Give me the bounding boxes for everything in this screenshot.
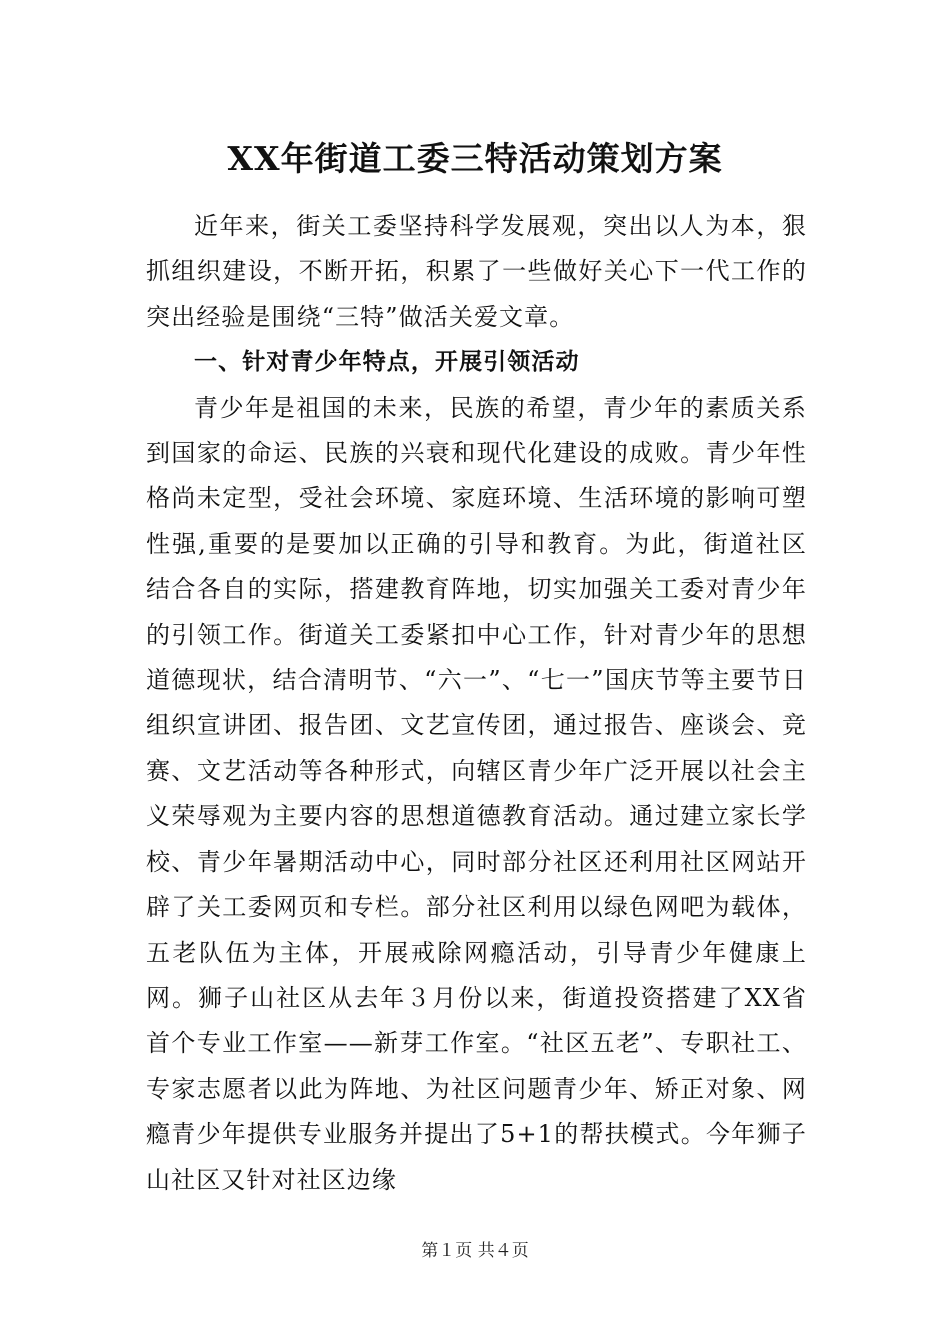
section-heading: 一、针对青少年特点，开展引领活动 bbox=[194, 349, 580, 376]
intro-paragraph: 近年来，街关工委坚持科学发展观，突出以人为本，狠抓组织建设，不断开拓，积累了一些做好关心下一代工作的突出经验是围绕“三特”做活关爱文章。 bbox=[146, 212, 807, 331]
document-body bbox=[146, 204, 807, 1203]
section-paragraph: 青少年是祖国的未来，民族的希望，青少年的素质关系到国家的命运、民族的兴衰和现代化建设的成败。青少年性格尚未定型，受社会环境、家庭环境、生活环境的影响可塑性强,重要的是要加以正确的引导和教育。为此，街道社区结合各自的实际，搭建教育阵地，切实加强关工委对青少年的引领工作。街道关工委紧扣中心工作，针对青少年的思想道德现状，结合清明节、“六一”、“七一”国庆节等主要节日组织宣讲团、报告团、文艺宣传团，通过报告、座谈会、竞赛、文艺活动等各种形式，向辖区青少年广泛开展以社会主义荣辱观为主要内容的思想道德教育活动。通过建立家长学校、青少年暑期活动中心，同时部分社区还利用社区网站开辟了关工委网页和专栏。部分社区利用以绿色网吧为载体，五老队伍为主体，开展戒除网瘾活动，引导青少年健康上网。狮子山社区从去年３月份以来，街道投资搭建了XX省首个专业工作室——新芽工作室。“社区五老”、专职社工、专家志愿者以此为阵地、为社区问题青少年、矫正对象、网瘾青少年提供专业服务并提出了5+1的帮扶模式。今年狮子山社区又针对社区边缘 bbox=[146, 393, 807, 1194]
document-title: XX年街道工委三特活动策划方案 bbox=[227, 139, 723, 178]
page-footer: 第１页 共４页 bbox=[421, 1241, 529, 1261]
